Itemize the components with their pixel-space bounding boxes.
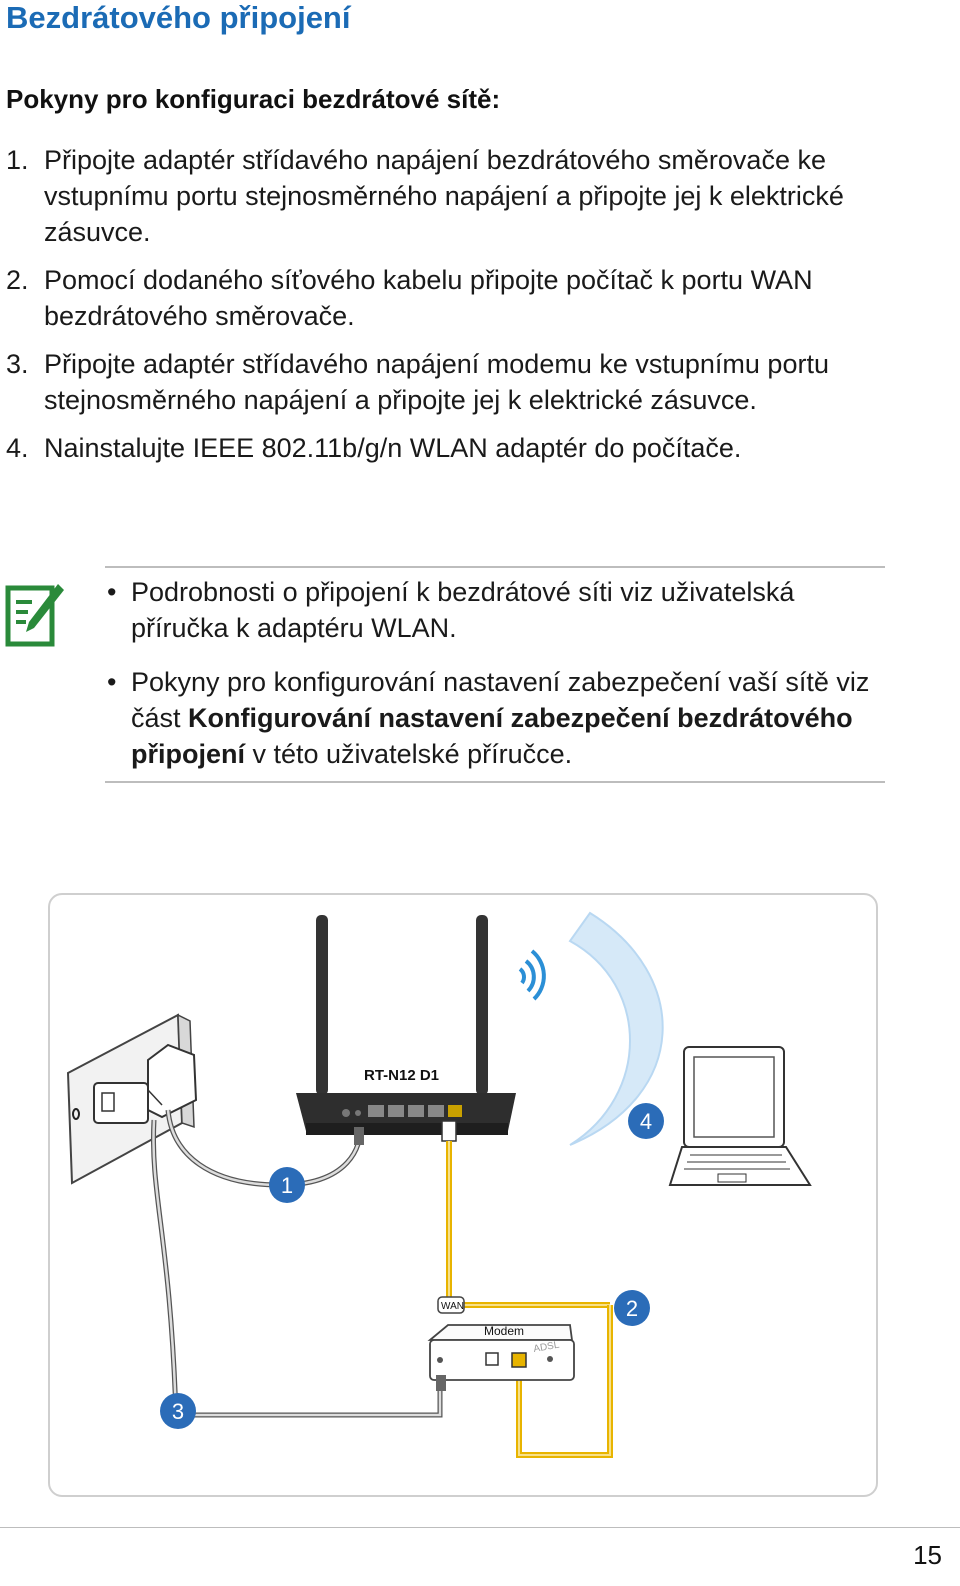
modem-label: Modem	[484, 1324, 525, 1338]
note-divider-top	[105, 566, 885, 568]
list-item	[6, 142, 896, 250]
list-item	[6, 346, 896, 418]
step-number: 3.	[6, 349, 29, 379]
step-text: Nainstalujte IEEE 802.11b/g/n WLAN adaptér do počítače.	[44, 433, 742, 463]
connection-illustration	[50, 895, 876, 1495]
svg-text:1: 1	[280, 1173, 294, 1198]
step-number: 1.	[6, 145, 29, 175]
note-divider-bottom	[105, 781, 885, 783]
router-wan-plug	[442, 1121, 456, 1141]
footer-divider	[0, 1527, 960, 1528]
step-text: Pomocí dodaného síťového kabelu připojte počítač k portu WAN bezdrátového směrovače.	[44, 265, 813, 331]
note-text: Podrobnosti o připojení k bezdrátové síti viz uživatelská příručka k adaptéru WLAN.	[131, 577, 795, 643]
section-heading: Pokyny pro konfiguraci bezdrátové sítě:	[6, 84, 501, 114]
modem-power-plug	[436, 1375, 446, 1391]
modem-brand: ADSL	[532, 1339, 561, 1355]
callout-3	[160, 1393, 196, 1429]
callout-4	[628, 1103, 664, 1139]
router-antenna-right	[476, 915, 488, 1095]
list-item	[105, 574, 885, 646]
router-label: RT-N12 D1	[364, 1067, 440, 1084]
step-text: Připojte adaptér střídavého napájení modemu ke vstupnímu portu stejnosměrného napájení a připojte jej k elektrické zásuvce.	[44, 349, 829, 415]
bullet: •	[107, 577, 117, 607]
page-title: Bezdrátového připojení	[6, 0, 351, 35]
laptop-icon	[670, 1047, 810, 1185]
bullet: •	[107, 667, 117, 697]
modem-icon	[430, 1324, 574, 1380]
list-item	[105, 664, 885, 772]
svg-text:3: 3	[171, 1399, 185, 1424]
page-number: 15	[913, 1540, 942, 1570]
connection-diagram	[48, 893, 878, 1497]
list-item	[6, 430, 896, 466]
wan-label: WAN	[441, 1301, 464, 1312]
callout-1	[269, 1167, 305, 1203]
notes-list	[105, 570, 885, 790]
steps-list	[6, 142, 896, 478]
router-power-plug	[354, 1127, 364, 1145]
svg-text:2: 2	[625, 1296, 639, 1321]
router-antenna-left	[316, 915, 328, 1095]
callout-2	[614, 1290, 650, 1326]
note-text-suffix: v této uživatelské příručce.	[245, 739, 573, 769]
note-link-reference: Konfigurování nastavení zabezpečení bezdrátového připojení	[131, 703, 853, 769]
note-text-prefix: Pokyny pro konfigurování nastavení zabezpečení vaší sítě viz část	[131, 667, 870, 733]
step-text: Připojte adaptér střídavého napájení bezdrátového směrovače ke vstupnímu portu stejnosměrného napájení a připojte jej k elektrické zásuvce.	[44, 145, 844, 247]
note-pencil-icon	[4, 578, 64, 650]
wan-cable	[449, 1141, 610, 1305]
list-item	[6, 262, 896, 334]
step-number: 2.	[6, 265, 29, 295]
step-number: 4.	[6, 433, 29, 463]
svg-text:4: 4	[639, 1109, 653, 1134]
